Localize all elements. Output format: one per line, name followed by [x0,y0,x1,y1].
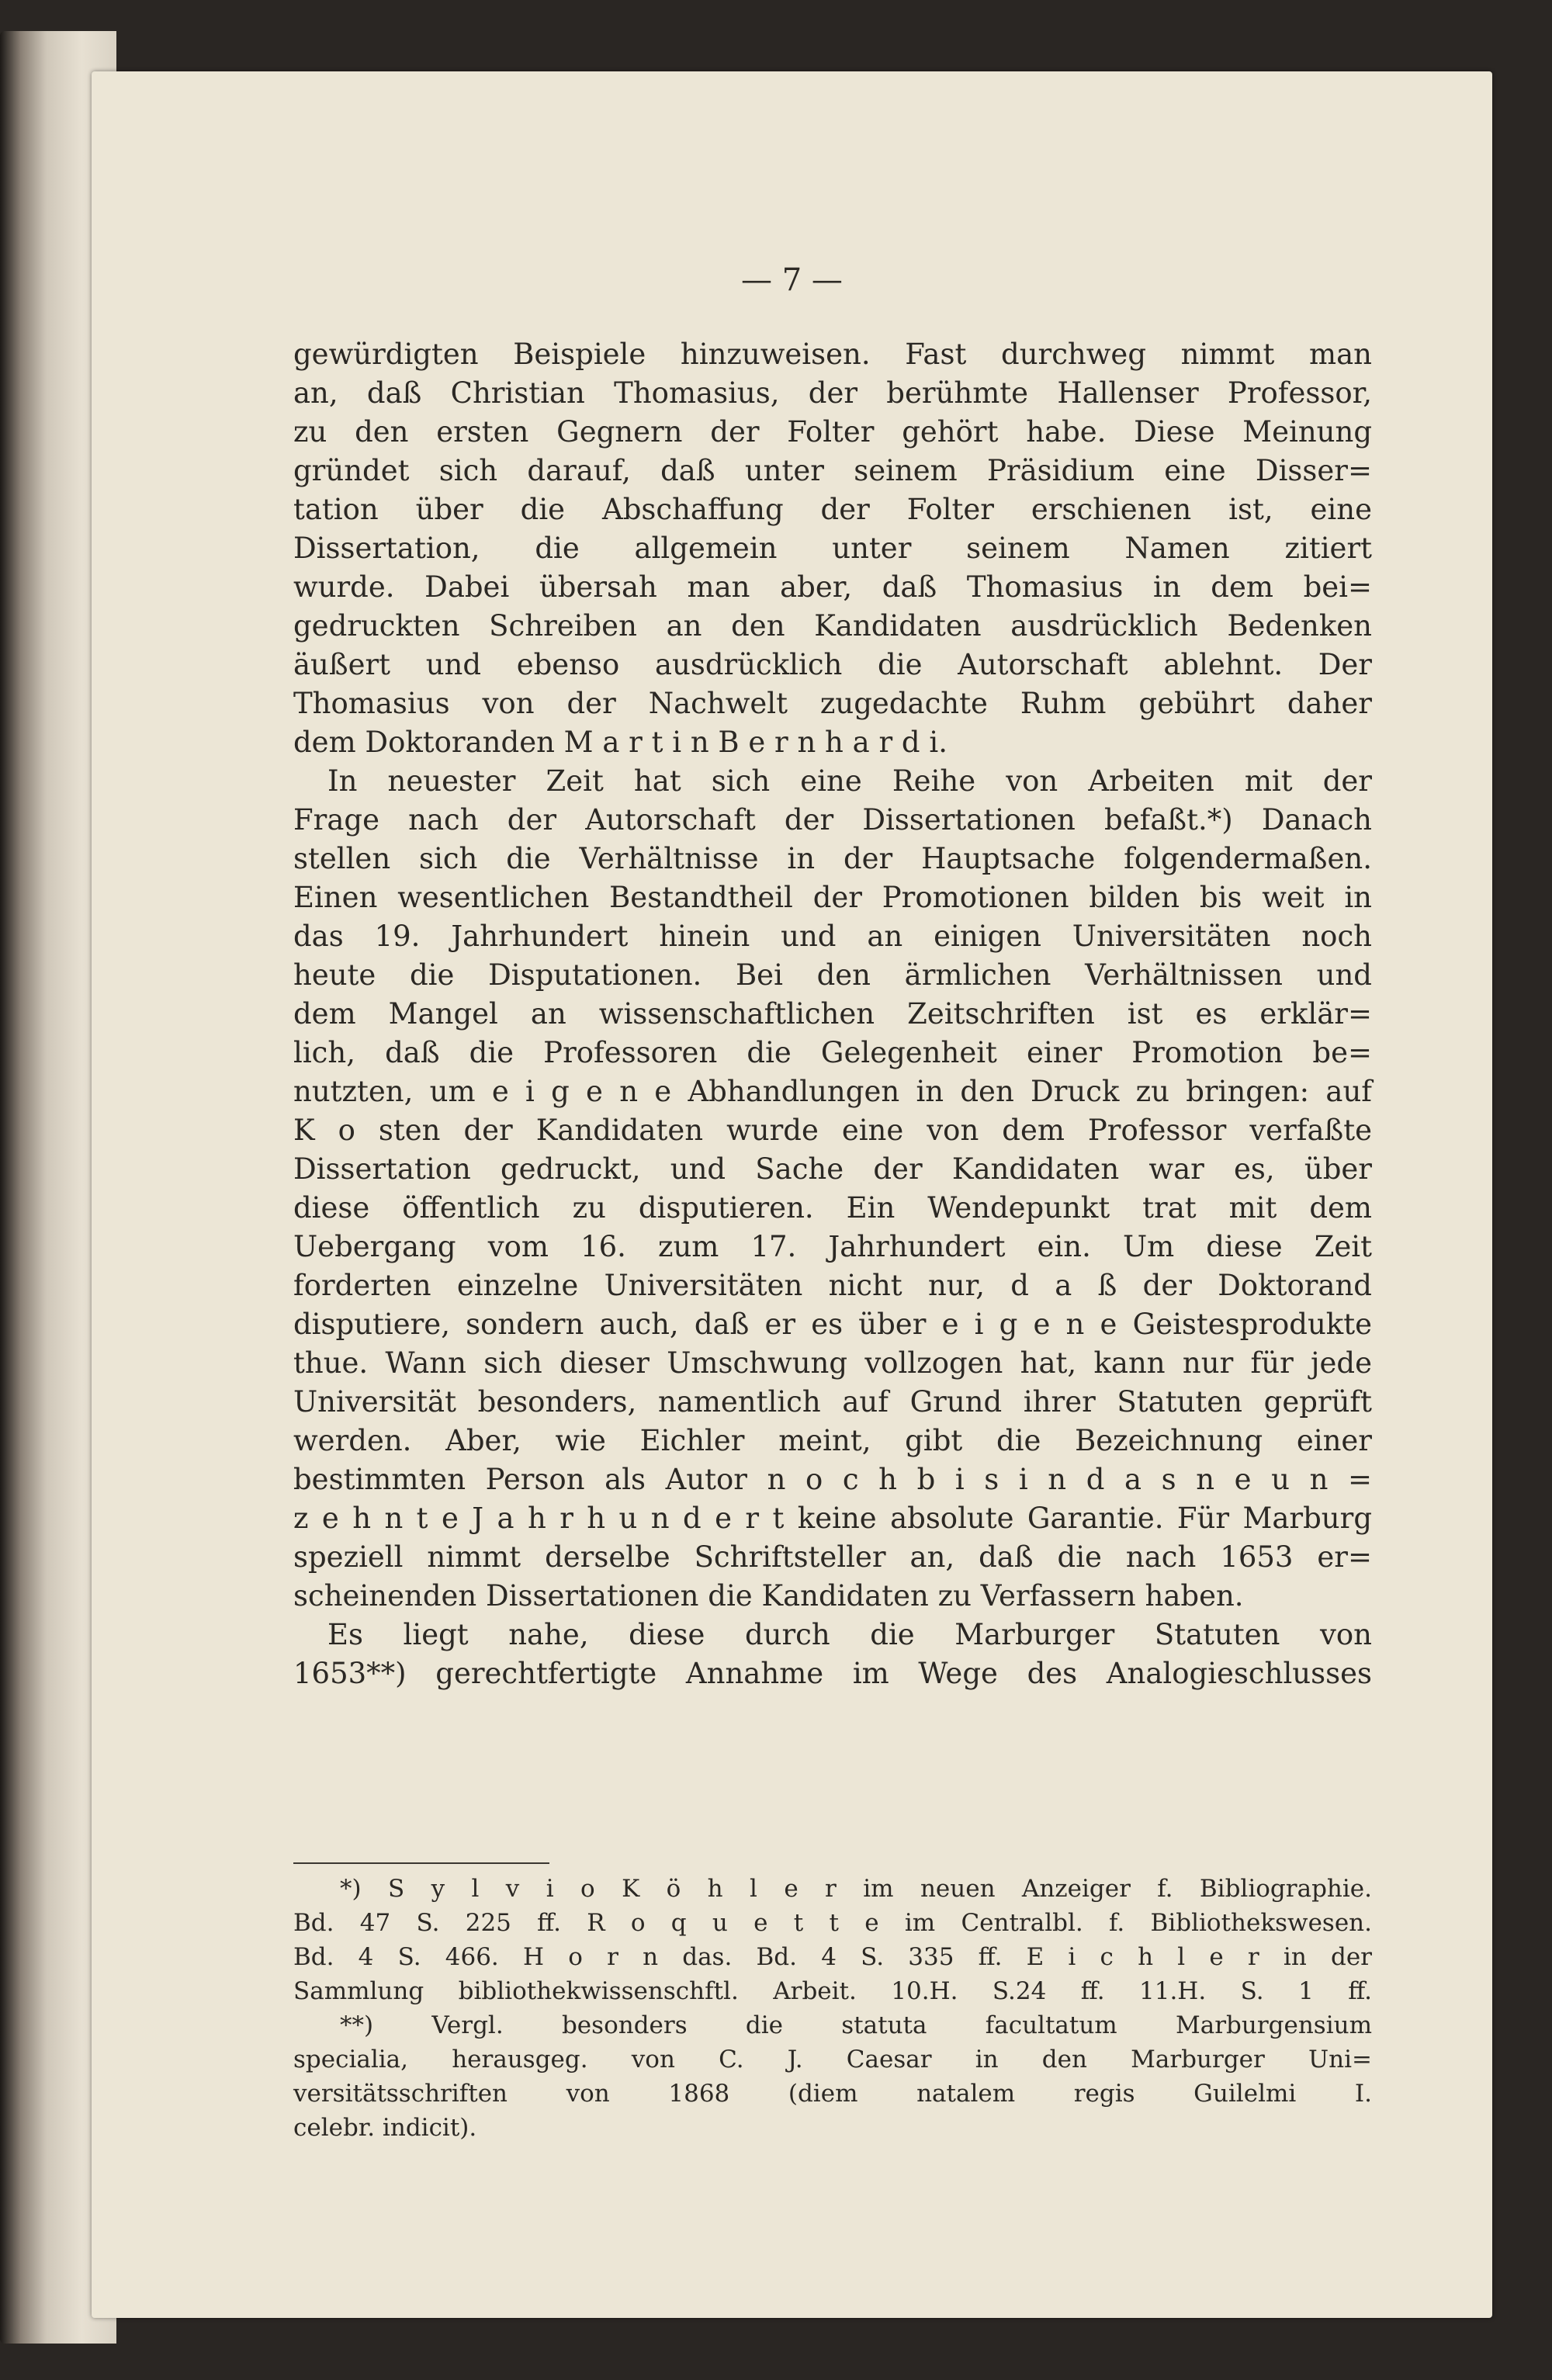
text-line: speziell nimmt derselbe Schriftsteller an, daß die nach 1653 er= [293,1540,1372,1574]
text-line: thue. Wann sich dieser Umschwung vollzogen hat, kann nur für jede [293,1346,1372,1380]
text-line: gedruckten Schreiben an den Kandidaten ausdrücklich Bedenken [293,609,1372,643]
text-line: Dissertation, die allgemein unter seinem Namen zitiert [293,532,1372,565]
footnote-line: *) S y l v i o K ö h l e r im neuen Anzeiger f. Bibliographie. [340,1875,1372,1903]
text-line: das 19. Jahrhundert hinein und an einigen Universitäten noch [293,920,1372,953]
text-line: äußert und ebenso ausdrücklich die Autorschaft ablehnt. Der [293,648,1372,681]
footnotes [293,1872,1372,2145]
footnote-line: Sammlung bibliothekwissenschftl. Arbeit. 10.H. S.24 ff. 11.H. S. 1 ff. [293,1977,1372,2005]
book-page [92,71,1492,2318]
text-line: Frage nach der Autorschaft der Dissertationen befaßt.*) Danach [293,803,1372,837]
footnote-line: **) Vergl. besonders die statuta facultatum Marburgensium [340,2011,1372,2039]
page-number: — 7 — [741,262,843,298]
text-line: gründet sich darauf, daß unter seinem Präsidium eine Disser= [293,454,1372,487]
text-line: Dissertation gedruckt, und Sache der Kandidaten war es, über [293,1152,1372,1186]
footnote-divider [293,1862,549,1864]
text-line: In neuester Zeit hat sich eine Reihe von Arbeiten mit der [327,764,1372,798]
footnote-line: versitätsschriften von 1868 (diem natalem regis Guilelmi I. [293,2080,1372,2108]
text-line: Es liegt nahe, diese durch die Marburger Statuten von [327,1618,1372,1651]
text-line: Uebergang vom 16. zum 17. Jahrhundert ein. Um diese Zeit [293,1230,1372,1263]
text-line: diese öffentlich zu disputieren. Ein Wendepunkt trat mit dem [293,1191,1372,1225]
body-text [293,335,1372,1693]
text-line: wurde. Dabei übersah man aber, daß Thomasius in dem bei= [293,570,1372,604]
text-line: Thomasius von der Nachwelt zugedachte Ruhm gebührt daher [293,687,1372,720]
text-line: zu den ersten Gegnern der Folter gehört habe. Diese Meinung [293,415,1372,449]
text-line: dem Doktoranden M a r t i n B e r n h a r d i. [293,726,947,759]
footnote-line: Bd. 47 S. 225 ff. R o q u e t t e im Centralbl. f. Bibliothekswesen. [293,1909,1372,1937]
footnote-line: celebr. indicit). [293,2114,477,2142]
text-line: bestimmten Person als Autor n o c h b i s i n d a s n e u n = [293,1463,1372,1496]
text-line: werden. Aber, wie Eichler meint, gibt die Bezeichnung einer [293,1424,1372,1457]
text-line: scheinenden Dissertationen die Kandidaten zu Verfassern haben. [293,1579,1244,1613]
text-line: tation über die Abschaffung der Folter erschienen ist, eine [293,493,1372,526]
text-line: an, daß Christian Thomasius, der berühmte Hallenser Professor, [293,376,1372,410]
text-line: gewürdigten Beispiele hinzuweisen. Fast durchweg nimmt man [293,338,1372,371]
text-line: Universität besonders, namentlich auf Grund ihrer Statuten geprüft [293,1385,1372,1419]
text-line: K o sten der Kandidaten wurde eine von dem Professor verfaßte [293,1114,1372,1147]
text-line: 1653**) gerechtfertigte Annahme im Wege des Analogieschlusses [293,1657,1372,1690]
text-line: z e h n t e J a h r h u n d e r t keine absolute Garantie. Für Marburg [293,1502,1372,1535]
text-line: lich, daß die Professoren die Gelegenheit einer Promotion be= [293,1036,1372,1069]
footnote-line: specialia, herausgeg. von C. J. Caesar in den Marburger Uni= [293,2046,1372,2073]
text-line: forderten einzelne Universitäten nicht nur, d a ß der Doktorand [293,1269,1372,1302]
text-line: nutzten, um e i g e n e Abhandlungen in den Druck zu bringen: auf [293,1075,1372,1108]
text-line: Einen wesentlichen Bestandtheil der Promotionen bilden bis weit in [293,881,1372,914]
footnote-line: Bd. 4 S. 466. H o r n das. Bd. 4 S. 335 ff. E i c h l e r in der [293,1943,1372,1971]
text-line: heute die Disputationen. Bei den ärmlichen Verhältnissen und [293,958,1372,992]
text-line: disputiere, sondern auch, daß er es über e i g e n e Geistesprodukte [293,1308,1372,1341]
text-line: stellen sich die Verhältnisse in der Hauptsache folgendermaßen. [293,842,1372,875]
text-line: dem Mangel an wissenschaftlichen Zeitschriften ist es erklär= [293,997,1372,1031]
